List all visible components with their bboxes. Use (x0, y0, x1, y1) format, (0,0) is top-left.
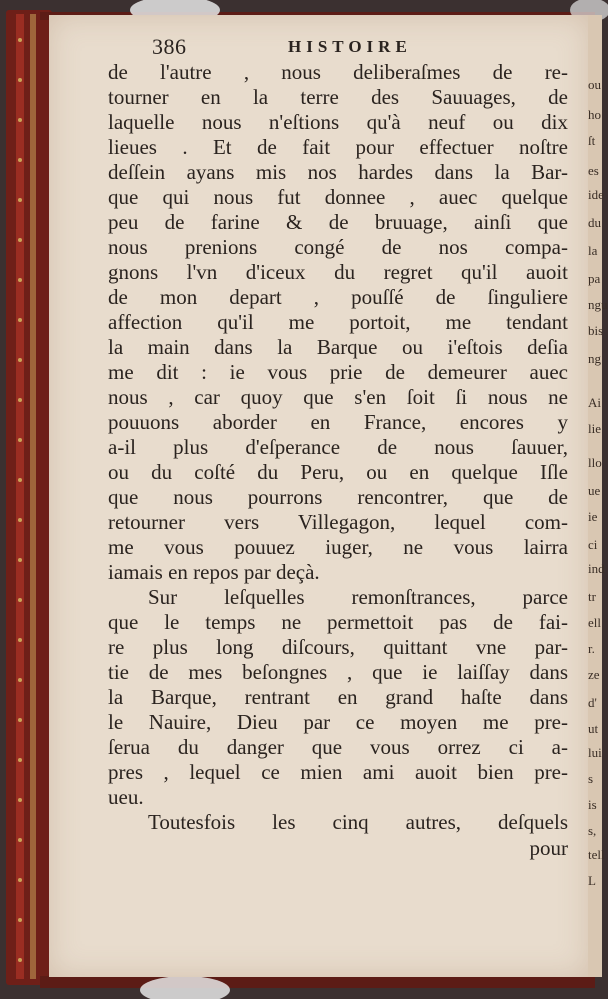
adjacent-fragment: lui (588, 745, 602, 760)
adjacent-fragment: lie (588, 421, 601, 436)
text-line: affection qu'il me portoit, me tendant (108, 310, 568, 334)
text-line: lieues . Et de fait pour effectuer noſtre (108, 135, 568, 159)
text-line: que le temps ne permettoit pas de fai- (108, 610, 568, 634)
text-line: a-il plus d'eſperance de nous ſauuer, (108, 435, 568, 459)
adjacent-fragment: pa (588, 271, 601, 286)
text-line: que qui nous fut donnee , auec quelque (108, 185, 568, 209)
text-line: gnons l'vn d'iceux du regret qu'il auoit (108, 260, 568, 284)
text-line: laquelle nous n'eſtions qu'à neuf ou dix (108, 110, 568, 134)
adjacent-fragment: llo (588, 455, 602, 470)
running-title: HISTOIRE (288, 37, 412, 56)
text-line: pres , lequel ce mien ami auoit bien pre- (108, 760, 568, 784)
adjacent-fragment: r. (588, 641, 595, 656)
adjacent-fragment: es (588, 163, 599, 178)
text-line: ſerua du danger que vous orrez ci a- (108, 735, 568, 759)
text-line: me vous pouuez iuger, ne vous lairra (108, 535, 568, 559)
catchword: pour (529, 836, 568, 860)
adjacent-fragment: ut (588, 721, 599, 736)
text-line: de l'autre , nous deliberaſmes de re- (108, 60, 568, 84)
running-head (108, 30, 568, 60)
text-line: que nous pourrons rencontrer, que de (108, 485, 568, 509)
adjacent-fragment: tr (588, 589, 596, 604)
adjacent-fragment: ng (588, 351, 601, 366)
text-line: le Nauire, Dieu par ce moyen me pre- (108, 710, 568, 734)
text-line: me dit : ie vous prie de demeurer auec (108, 360, 568, 384)
adjacent-fragment: ngu (588, 297, 608, 312)
text-line: deſſein ayans mis nos hardes dans la Bar- (108, 160, 568, 184)
text-line: retourner vers Villegagon, lequel com- (108, 510, 568, 534)
adjacent-fragment: la (588, 243, 598, 258)
adjacent-fragment: ſt (588, 133, 596, 148)
adjacent-fragment: s (588, 771, 594, 786)
adjacent-fragment: ze (588, 667, 600, 682)
text-line: la main dans la Barque ou i'eſtois deſia (108, 335, 568, 359)
text-line: ueu. (108, 785, 144, 809)
adjacent-fragment: ou (588, 77, 601, 92)
text-line: nous prenions congé de nos compa- (108, 235, 568, 259)
text-line: tie de mes beſongnes , que ie laiſſay dans (108, 660, 568, 684)
adjacent-fragment: ie (588, 509, 598, 524)
adjacent-fragment: ide (588, 187, 604, 202)
adjacent-fragment: ell (588, 615, 601, 630)
text-line: re plus long diſcours, quittant vne par- (108, 635, 568, 659)
text-line: iamais en repos par deçà. (108, 560, 320, 584)
adjacent-page-edge (588, 15, 608, 977)
text-line: Sur leſquelles remonſtrances, parce (148, 585, 568, 609)
adjacent-fragment: bis (588, 323, 604, 338)
adjacent-fragment: L (588, 873, 596, 888)
text-line: nous , car quoy que s'en ſoit ſi nous ne (108, 385, 568, 409)
adjacent-fragment: ci (588, 537, 598, 552)
page-text-block (108, 30, 568, 910)
adjacent-fragment: tell (588, 847, 605, 862)
adjacent-fragment: ue (588, 483, 601, 498)
adjacent-fragment: du (588, 215, 601, 230)
adjacent-fragment: Ai (588, 395, 601, 410)
adjacent-fragment: s, (588, 823, 597, 838)
text-line: tourner en la terre des Sauuages, de (108, 85, 568, 109)
adjacent-fragment: ho (588, 107, 601, 122)
text-line: de mon depart , pouſſé de ſinguliere (108, 285, 568, 309)
adjacent-fragment: ind (588, 561, 605, 576)
text-line: la Barque, rentrant en grand haſte dans (108, 685, 568, 709)
text-line: ou du coſté du Peru, ou en quelque Iſle (108, 460, 568, 484)
adjacent-fragment: is (588, 797, 597, 812)
text-line: Toutesfois les cinq autres, deſquels (148, 810, 568, 834)
page-number: 386 (152, 34, 187, 59)
text-line: pouuons aborder en France, encores y (108, 410, 568, 434)
text-line: peu de farine & de bruuage, ainſi que (108, 210, 568, 234)
adjacent-fragment: d' (588, 695, 597, 710)
